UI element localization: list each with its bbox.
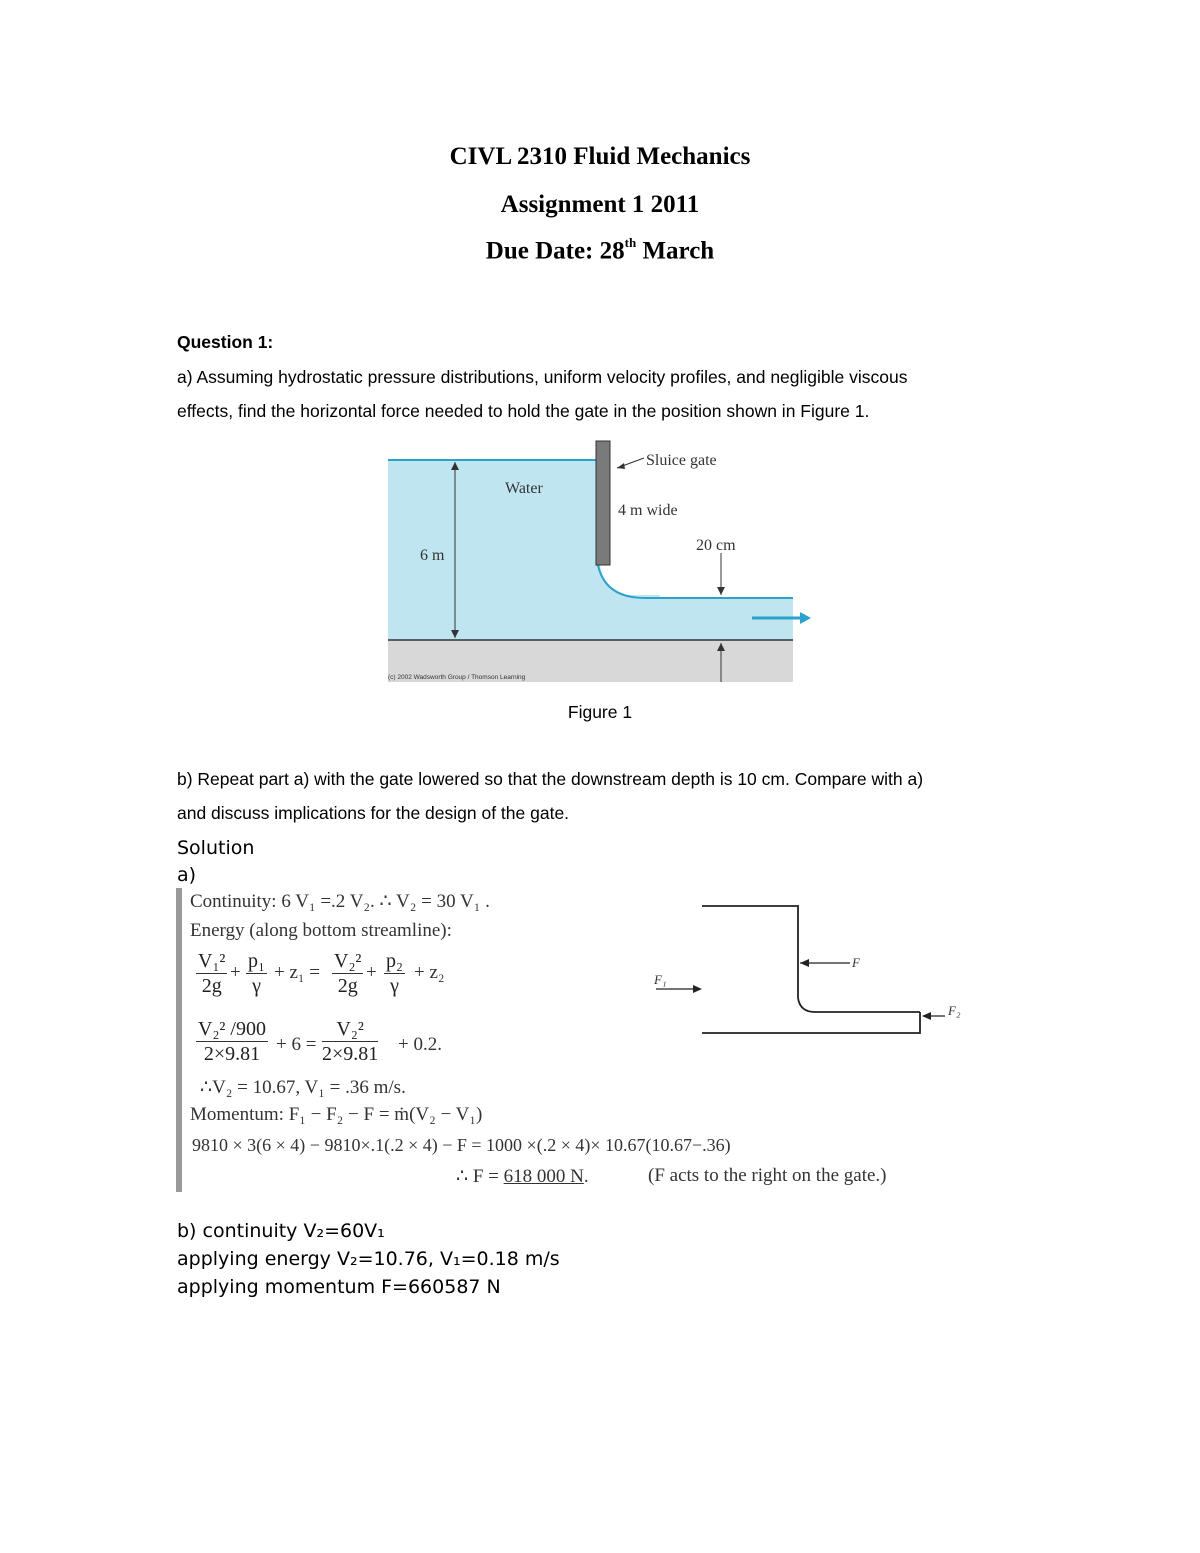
plus-sign-2: +	[366, 962, 377, 983]
answer-note: (F acts to the right on the gate.)	[648, 1165, 887, 1186]
label-20cm: 20 cm	[696, 537, 736, 554]
sluice-gate	[596, 441, 610, 565]
momentum-numbers: 9810 × 3(6 × 4) − 9810×.1(.2 × 4) − F = 1000 ×(.2 × 4)× 10.67(10.67−.36)	[192, 1135, 731, 1155]
answer-prefix: ∴ F =	[456, 1166, 504, 1187]
frac-v2sq900	[196, 1018, 268, 1066]
solution-part-b-line3: applying momentum F=660587 N	[177, 1276, 501, 1298]
answer-suffix: .	[583, 1166, 589, 1187]
figure-1-caption: Figure 1	[567, 702, 633, 722]
frac-v2sq900-num: V₂² /900	[198, 1018, 266, 1040]
question-part-a-line1: a) Assuming hydrostatic pressure distributions, uniform velocity profiles, and negligible viscous	[177, 367, 908, 387]
free-surface-line	[598, 565, 793, 598]
frac-v2sq-981-num: V₂²	[322, 1018, 378, 1042]
continuity-eq: Continuity: 6 V₁ =.2 V₂. ∴ V₂ = 30 V₁ .	[190, 891, 490, 912]
label-width: 4 m wide	[618, 502, 678, 519]
due-date-suffix: March	[636, 237, 715, 265]
frac-v2sq900-den: 2×9.81	[203, 1043, 261, 1065]
plus-z2: + z₂	[414, 962, 445, 983]
frac-v1sq-num: V₁²	[198, 950, 226, 972]
course-title: CIVL 2310 Fluid Mechanics	[449, 143, 751, 170]
assignment-title: Assignment 1 2011	[500, 191, 700, 218]
force-answer	[456, 1165, 589, 1188]
question-label: Question 1:	[177, 332, 274, 352]
frac-p1-den: γ	[252, 975, 261, 997]
plus-sign-1: +	[230, 962, 241, 983]
momentum-eq: Momentum: F₁ − F₂ − F = ṁ(V₂ − V₁)	[190, 1104, 483, 1125]
due-date-prefix: Due Date: 28	[485, 237, 625, 265]
plus-z1-eq: + z₁ =	[274, 962, 320, 983]
label-f: F	[852, 955, 860, 970]
frac-v2sq-num: V₂²	[334, 950, 362, 972]
solution-part-b-line2: applying energy V₂=10.76, V₁=0.18 m/s	[177, 1248, 560, 1270]
frac-v2sq-981	[322, 1018, 378, 1066]
frac-p1-gamma	[246, 950, 267, 998]
free-body-diagram	[640, 890, 980, 1040]
frac-v2sq-981-den: 2×9.81	[322, 1043, 379, 1065]
label-f1: F₁	[654, 972, 667, 987]
frac-p2-den: γ	[390, 975, 399, 997]
label-f2: F₂	[948, 1003, 961, 1018]
frac-p2-num: p₂	[386, 950, 403, 972]
label-water: Water	[505, 480, 543, 497]
question-part-b-line2: and discuss implications for the design of the gate.	[177, 803, 570, 823]
plus-6: + 6 =	[276, 1034, 317, 1055]
frac-v2sq-den: 2g	[337, 975, 358, 997]
figure-1-diagram	[380, 435, 820, 685]
figure-copyright: (c) 2002 Wadsworth Group / Thomson Learning	[388, 674, 526, 681]
solution-part-a-label: a)	[177, 864, 197, 886]
label-sluice-gate: Sluice gate	[646, 452, 717, 469]
due-date	[0, 237, 1200, 265]
solution-part-b-line1: b) continuity V₂=60V₁	[177, 1220, 385, 1242]
frac-v1sq-den: 2g	[201, 975, 222, 997]
velocity-result: ∴V₂ = 10.67, V₁ = .36 m/s.	[200, 1077, 406, 1098]
question-part-a-line2: effects, find the horizontal force needed to hold the gate in the position shown in Figure 1.	[177, 401, 870, 421]
label-6m: 6 m	[420, 547, 445, 564]
frac-v1sq-2g	[196, 950, 227, 998]
frac-p1-num: p₁	[248, 950, 265, 972]
energy-heading: Energy (along bottom streamline):	[190, 920, 452, 941]
solution-heading: Solution	[177, 837, 255, 859]
frac-v2sq-2g	[332, 950, 363, 998]
plus-02: + 0.2.	[398, 1034, 442, 1055]
question-part-b-line1: b) Repeat part a) with the gate lowered so that the downstream depth is 10 cm. Compare with a)	[177, 769, 924, 789]
answer-value: 618 000 N	[503, 1166, 584, 1187]
frac-p2-gamma	[384, 950, 405, 998]
due-date-sup: th	[624, 235, 637, 250]
